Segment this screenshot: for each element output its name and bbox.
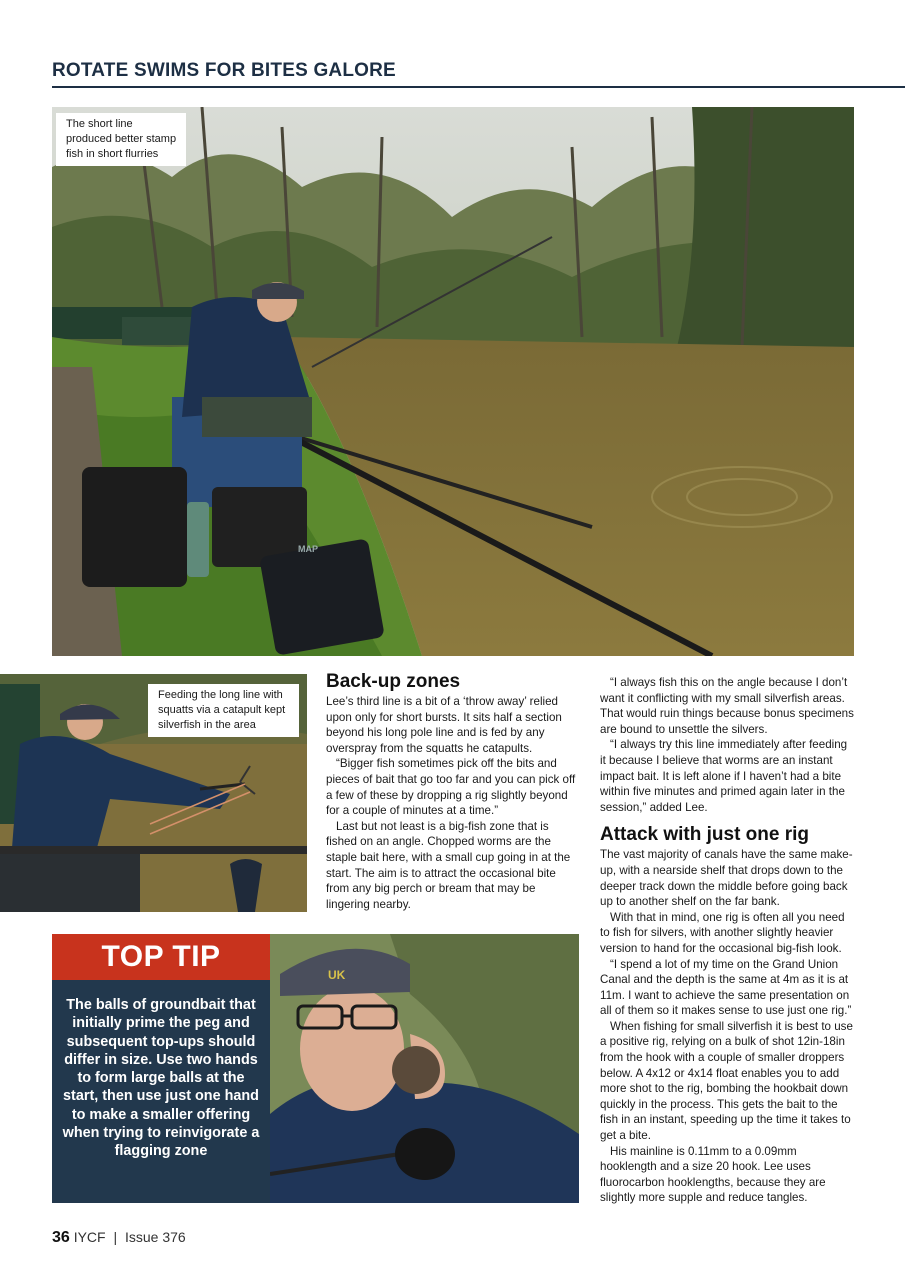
paragraph: “I spend a lot of my time on the Grand Union Canal and the depth is the same at 4m as it is at 11m. I want to achieve the same presentation on all of them so it makes sense to use just one rig.” <box>600 957 852 1018</box>
attack-heading: Attack with just one rig <box>600 824 810 846</box>
main-photo-caption: The short line produced better stamp fish in short flurries <box>56 113 186 166</box>
cap-logo: UK <box>328 968 346 982</box>
paragraph: With that in mind, one rig is often all you need to fish for silvers, with another slightly heavier version to hand for the occasional big-fish look. <box>600 910 845 955</box>
magazine-name: IYCF <box>73 1229 106 1245</box>
paragraph: “I always try this line immediately after feeding it because I believe that worms are an instant impact bait. It is left alone if I haven’t had a bite within five minutes and primed again later in the session,” added Lee. <box>600 738 848 814</box>
main-photo <box>52 107 854 656</box>
article-column-2 <box>600 675 855 1206</box>
title-rule <box>52 86 905 88</box>
paragraph: The vast majority of canals have the same make-up, with a nearside shelf that drops down to the deeper track down the middle before going back up to another shelf on the far bank. <box>600 848 853 909</box>
backup-zones-heading: Back-up zones <box>326 671 461 692</box>
top-tip-text: The balls of groundbait that initially prime the peg and subsequent top-ups should differ in size. Use two hands to form large balls at the start, then use just one hand to make a smaller offering when trying to reinvigorate a flagging zone <box>62 997 260 1160</box>
paragraph: Last but not least is a big-fish zone that is fished on an angle. Chopped worms are the staple bait here, with a small cup going in at the start. The aim is to attract the occasional bite from any big perch or bream that may be lingering nearby. <box>326 819 571 911</box>
article-column-1 <box>326 671 580 912</box>
page-number: 36 <box>52 1229 70 1246</box>
catapult-photo-caption: Feeding the long line with squatts via a catapult kept silverfish in the area <box>148 684 299 737</box>
seat-box-brand: MAP <box>298 544 318 554</box>
section-title: ROTATE SWIMS FOR BITES GALORE <box>52 60 396 81</box>
paragraph: “I always fish this on the angle because I don’t want it conflicting with my small silverfish areas. That would ruin things because bonus specimens are bound to unsettle the silvers. <box>600 676 854 736</box>
footer-separator: | <box>113 1229 118 1245</box>
groundbait-photo <box>270 934 579 1203</box>
issue-number: Issue 376 <box>125 1229 186 1245</box>
paragraph: Lee’s third line is a bit of a ‘throw away’ relied upon only for short bursts. It sits half a section beyond his long pole line and is fed by any overspray from the squatts he catapults. <box>326 695 562 755</box>
page-footer <box>52 1229 186 1247</box>
top-tip-heading: TOP TIP <box>52 934 270 980</box>
paragraph: “Bigger fish sometimes pick off the bits and pieces of bait that go too far and you can pick off a few of these by dropping a rig slightly beyond for a couple of minutes at a time.” <box>326 757 576 818</box>
paragraph: When fishing for small silverfish it is best to use a positive rig, relying on a bulk of shot 12in-18in from the hook with a couple of smaller droppers below. A 4x12 or 4x14 float enables you to add more shot to the rig, bombing the hookbait down quickly in the process. This gets the bait to the fish in an instant, speeding up the time it takes to get a bite. <box>600 1019 853 1143</box>
paragraph: His mainline is 0.11mm to a 0.09mm hooklength and a size 20 hook. Lee uses fluorocarbon hooklengths, because they are slightly more supple and reduce tangles. <box>600 1144 826 1205</box>
